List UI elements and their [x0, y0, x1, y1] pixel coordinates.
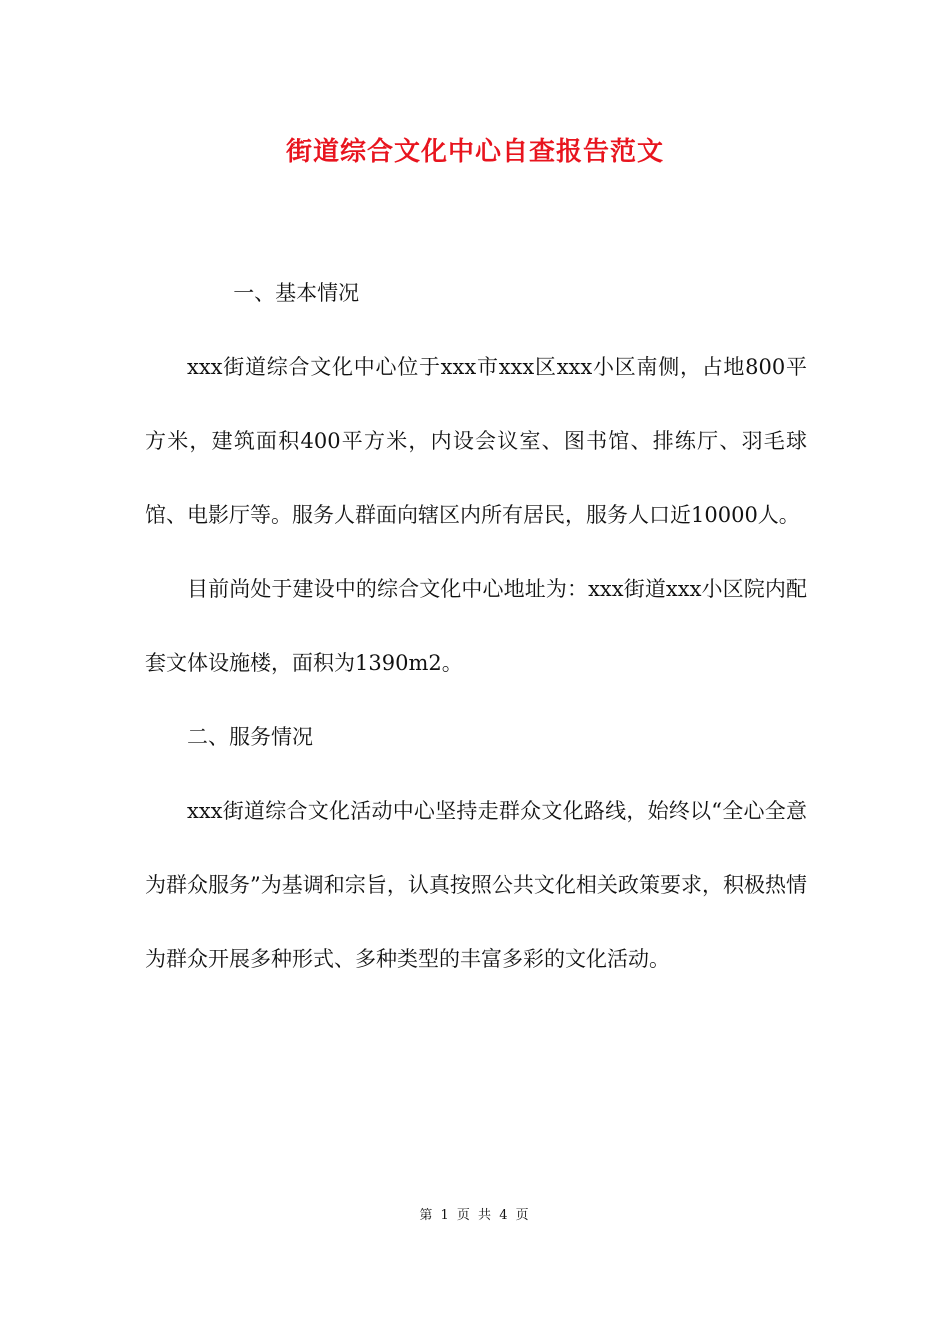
- section-heading-service: 二、服务情况: [187, 725, 313, 749]
- document-body: [145, 256, 807, 996]
- paragraph-construction-address: 目前尚处于建设中的综合文化中心地址为：xxx街道xxx小区院内配套文体设施楼，面积为1390m2。: [145, 577, 807, 675]
- paragraph-basic-info: xxx街道综合文化中心位于xxx市xxx区xxx小区南侧，占地800平方米，建筑面积400平方米，内设会议室、图书馆、排练厅、羽毛球馆、电影厅等。服务人群面向辖区内所有居民，服务人口近10000人。: [145, 355, 807, 527]
- section-heading-basic: 一、基本情况: [233, 281, 360, 305]
- paragraph-service-info: xxx街道综合文化活动中心坚持走群众文化路线，始终以“全心全意为群众服务”为基调和宗旨，认真按照公共文化相关政策要求，积极热情为群众开展多种形式、多种类型的丰富多彩的文化活动。: [145, 799, 807, 971]
- document-title: 街道综合文化中心自查报告范文: [285, 137, 664, 167]
- page-footer: 第 1 页 共 4 页: [419, 1208, 531, 1223]
